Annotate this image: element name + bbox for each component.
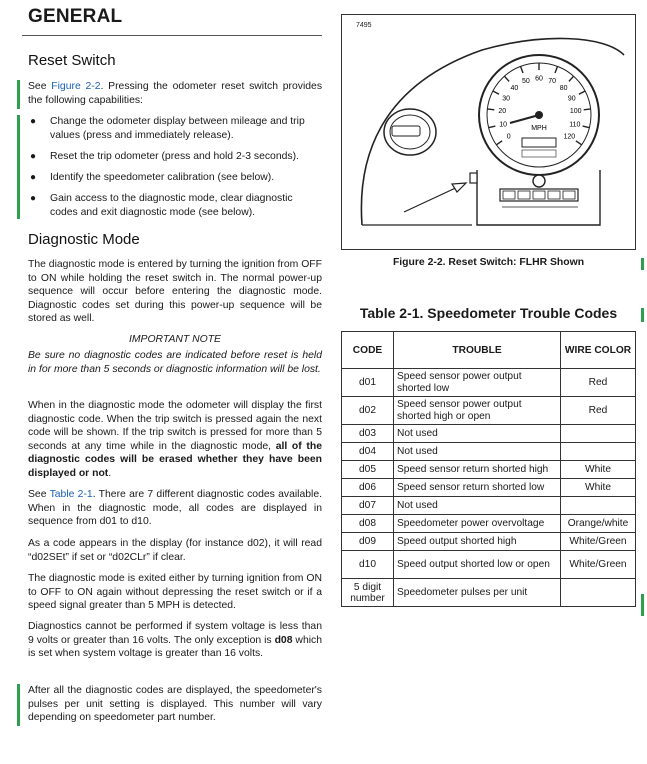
list-item: ● Gain access to the diagnostic mode, clear diagnostic codes and exit diagnostic mode (see below). xyxy=(30,193,293,218)
column-header-trouble: TROUBLE xyxy=(394,332,561,369)
wire-color-cell: White/Green xyxy=(561,533,636,551)
reset-switch xyxy=(470,173,477,183)
dial-label: 10 xyxy=(499,121,508,129)
trouble-cell: Not used xyxy=(394,497,561,515)
important-note-heading: IMPORTANT NOTE xyxy=(129,334,221,345)
odometer-display xyxy=(522,138,556,147)
reset-switch-heading: Reset Switch xyxy=(28,52,116,69)
indicator-light xyxy=(518,191,530,199)
code-cell: d04 xyxy=(342,443,394,461)
wire-color-cell xyxy=(561,425,636,443)
list-item: ● Change the odometer display between mileage and trip values (press and immediately release). xyxy=(30,116,305,141)
wire-color-cell: Red xyxy=(561,369,636,397)
diagnostic-para-3: See Table 2-1. There are 7 different diagnostic codes available. When in the diagnostic mode, all codes are displayed in sequence from d01 to d10. xyxy=(28,489,323,528)
dial-label: 30 xyxy=(502,95,511,103)
trouble-cell: Speed output shorted high xyxy=(394,533,561,551)
indicator-light xyxy=(548,191,560,199)
dial-label: 50 xyxy=(521,77,530,85)
diagnostic-para-6: Diagnostics cannot be performed if system voltage is less than 9 volts or greater than 16 volts. The only exception is d08 which is set when system voltage is greater than 16 volts. xyxy=(28,621,323,660)
dial-label: 100 xyxy=(569,108,582,116)
table-2-1-link[interactable]: Table 2-1 xyxy=(49,489,93,500)
change-bar xyxy=(641,258,644,270)
code-cell: d09 xyxy=(342,533,394,551)
code-cell: d02 xyxy=(342,397,394,425)
table-row xyxy=(342,533,636,551)
code-cell: d10 xyxy=(342,551,394,579)
trouble-cell: Speed sensor power output shorted low xyxy=(394,369,561,397)
wire-color-cell: White/Green xyxy=(561,551,636,579)
dial-label: 120 xyxy=(563,133,576,141)
table-row xyxy=(342,397,636,425)
trouble-cell: Not used xyxy=(394,443,561,461)
table-caption: Table 2-1. Speedometer Trouble Codes xyxy=(359,305,618,321)
figure-2-2-link[interactable]: Figure 2-2 xyxy=(51,81,101,92)
dial-label: 80 xyxy=(559,84,568,92)
table-row xyxy=(342,497,636,515)
dial-label: 70 xyxy=(548,77,557,85)
gauge-display xyxy=(392,126,420,136)
bullet-icon: ● xyxy=(30,116,37,127)
trouble-cell: Speedometer pulses per unit xyxy=(394,579,561,607)
wire-color-cell xyxy=(561,443,636,461)
dial-label: 20 xyxy=(498,108,507,116)
change-bar xyxy=(17,115,20,219)
change-bar xyxy=(17,684,20,726)
table-row xyxy=(342,551,636,579)
wire-color-cell: White xyxy=(561,479,636,497)
indicator-light xyxy=(503,191,515,199)
bullet-icon: ● xyxy=(30,172,37,183)
table-row xyxy=(342,425,636,443)
change-bar xyxy=(17,80,20,109)
code-cell: d08 xyxy=(342,515,394,533)
wire-color-cell xyxy=(561,497,636,515)
mph-label: MPH xyxy=(531,125,547,132)
indicator-light xyxy=(533,191,545,199)
diagnostic-para-7: After all the diagnostic codes are displayed, the speedometer's pulses per unit setting is displayed. This number will vary depending on speedometer part number. xyxy=(28,685,322,724)
wire-color-cell: Orange/white xyxy=(561,515,636,533)
figure-caption: Figure 2-2. Reset Switch: FLHR Shown xyxy=(392,257,585,268)
trouble-cell: Speed sensor return shorted low xyxy=(394,479,561,497)
dial-label: 110 xyxy=(569,121,581,129)
dial-label: 90 xyxy=(567,95,576,103)
wire-color-cell xyxy=(561,579,636,607)
table-row xyxy=(342,579,636,607)
indicator-lamp xyxy=(533,175,545,187)
trouble-cell: Speed sensor return shorted high xyxy=(394,461,561,479)
bullet-icon: ● xyxy=(30,151,37,162)
diagnostic-mode-heading: Diagnostic Mode xyxy=(28,231,140,248)
trouble-cell: Speedometer power overvoltage xyxy=(394,515,561,533)
title-divider xyxy=(22,35,322,36)
diagnostic-para-5: The diagnostic mode is exited either by turning ignition from ON to OFF to ON again without depressing the reset switch or if a speed signal greater than 5 MPH is detected. xyxy=(28,573,322,612)
brand-badge xyxy=(522,150,556,157)
code-cell: 5 digit number xyxy=(342,579,394,607)
column-header-code: CODE xyxy=(342,332,394,369)
table-row xyxy=(342,369,636,397)
arrow-shaft-icon xyxy=(404,185,462,212)
wire-color-cell: White xyxy=(561,461,636,479)
code-cell: d01 xyxy=(342,369,394,397)
list-item: ● Identify the speedometer calibration (see below). xyxy=(30,172,275,183)
list-item: ● Reset the trip odometer (press and hold 2-3 seconds). xyxy=(30,151,299,162)
trouble-cell: Not used xyxy=(394,425,561,443)
column-header-wire-color: WIRE COLOR xyxy=(561,332,636,369)
dial-label: 60 xyxy=(535,75,543,83)
reset-switch-intro: See Figure 2-2. Pressing the odometer reset switch provides the following capabilities: xyxy=(28,81,323,106)
speedometer-illustration xyxy=(342,15,635,249)
code-cell: d07 xyxy=(342,497,394,515)
table-row xyxy=(342,515,636,533)
change-bar xyxy=(641,594,644,616)
dial-tick xyxy=(584,109,591,110)
indicator-light xyxy=(563,191,575,199)
bullet-icon: ● xyxy=(30,193,37,204)
diagnostic-para-2: When in the diagnostic mode the odometer will display the first diagnostic code. When the trip switch is pressed again the next code will be shown. If the trip switch is pressed for more than 5 seconds at any time while in the diagnostic mode, all of the diagnostic codes will be erased whether they have been displayed or not. xyxy=(28,400,322,479)
table-body xyxy=(342,369,636,607)
diagnostic-para-4: As a code appears in the display (for instance d02), it will read “d02SEt” if set or “d02CLr” if clear. xyxy=(28,538,322,563)
trouble-cell: Speed sensor power output shorted high or open xyxy=(394,397,561,425)
page-title: GENERAL xyxy=(28,6,123,27)
table-header-row xyxy=(342,332,636,369)
needle-hub xyxy=(535,111,543,119)
figure-id: 7495 xyxy=(356,22,372,29)
change-bar xyxy=(641,308,644,322)
trouble-codes-table xyxy=(341,331,636,607)
table-row xyxy=(342,443,636,461)
table-row xyxy=(342,479,636,497)
dial-label: 0 xyxy=(506,133,511,141)
arrow-head-icon xyxy=(452,183,466,192)
code-cell: d05 xyxy=(342,461,394,479)
table-row xyxy=(342,461,636,479)
dial-label: 40 xyxy=(510,84,519,92)
trouble-cell: Speed output shorted low or open xyxy=(394,551,561,579)
code-cell: d06 xyxy=(342,479,394,497)
wire-color-cell: Red xyxy=(561,397,636,425)
diagnostic-para-1: The diagnostic mode is entered by turning the ignition from OFF to ON while holding the reset switch in. The normal power-up sequence will occur before entering the diagnostic mode. Diagnostic codes set during this power-up sequence will be stored as well. xyxy=(28,259,322,325)
important-note-text: Be sure no diagnostic codes are indicated before reset is held in for more than 5 seconds or diagnostic information will be lost. xyxy=(28,350,322,375)
code-cell: d03 xyxy=(342,425,394,443)
dial-tick xyxy=(487,109,494,110)
